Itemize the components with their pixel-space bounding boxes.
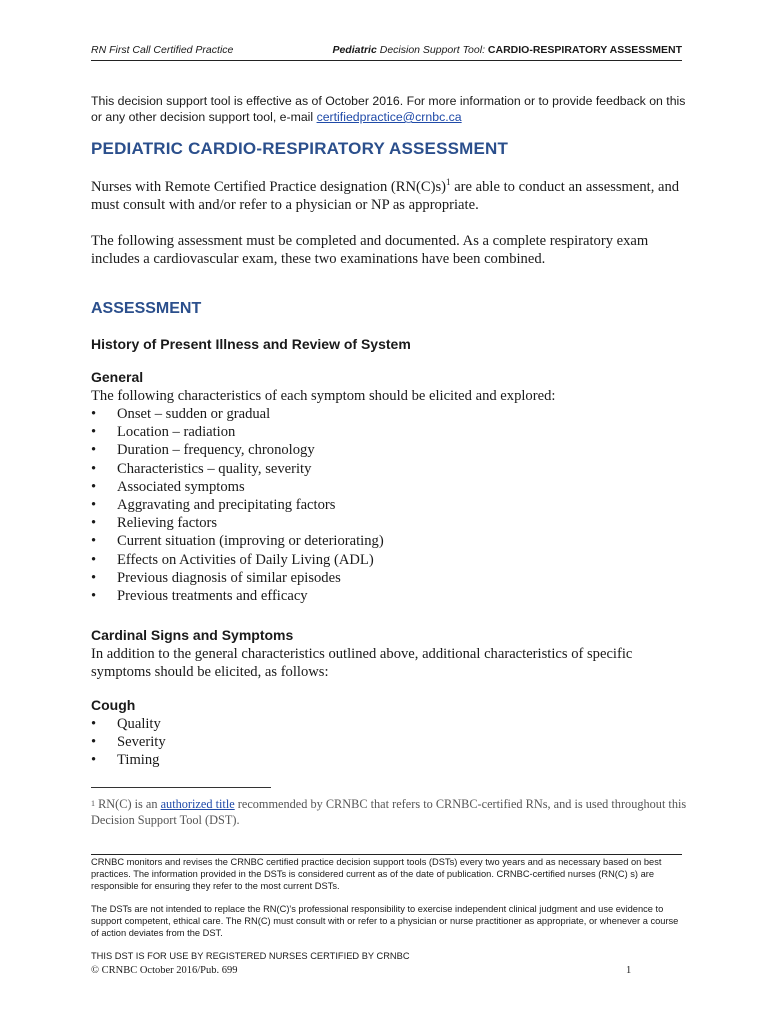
cardinal-signs-heading: Cardinal Signs and Symptoms — [91, 627, 294, 643]
page-title: PEDIATRIC CARDIO-RESPIRATORY ASSESSMENT — [91, 139, 509, 158]
bullet: • — [91, 533, 97, 550]
bullet: • — [91, 734, 97, 751]
header-dst-label: Decision Support Tool: — [376, 44, 488, 56]
general-characteristics-list — [91, 405, 691, 605]
header-pediatric: Pediatric — [332, 44, 377, 56]
footnote — [91, 796, 691, 828]
header-rule — [91, 60, 682, 61]
cough-heading: Cough — [91, 697, 136, 713]
authorized-title-link[interactable]: authorized title — [160, 797, 235, 811]
footnote-ref: 1 — [446, 177, 451, 188]
list-item-text: Quality — [117, 716, 161, 732]
header-left-text: RN First Call Certified Practice — [91, 44, 234, 56]
general-intro: The following characteristics of each symptom should be elicited and explored: — [91, 388, 556, 404]
page-number: 1 — [626, 965, 632, 976]
bullet: • — [91, 460, 97, 477]
list-item — [91, 587, 691, 605]
hpi-heading: History of Present Illness and Review of System — [91, 336, 411, 352]
list-item — [91, 405, 691, 423]
list-item-text: Effects on Activities of Daily Living (ADL) — [117, 551, 374, 568]
footer-rule — [91, 854, 682, 855]
copyright: © CRNBC October 2016/Pub. 699 — [91, 965, 238, 976]
list-item — [91, 460, 691, 478]
list-item-text: Previous diagnosis of similar episodes — [117, 569, 341, 586]
list-item — [91, 569, 691, 587]
list-item-text: Associated symptoms — [117, 478, 245, 495]
list-item-text: Aggravating and precipitating factors — [117, 497, 336, 514]
list-item — [91, 441, 691, 459]
assessment-requirement-paragraph: The following assessment must be completed and documented. As a complete respiratory exam includes a cardiovascular exam, these two examinations have been combined. — [91, 233, 649, 267]
footer-usage-notice: THIS DST IS FOR USE BY REGISTERED NURSES CERTIFIED BY CRNBC — [91, 951, 410, 961]
bullet: • — [91, 497, 97, 514]
assessment-heading: ASSESSMENT — [91, 300, 202, 317]
running-header — [91, 44, 682, 59]
bullet: • — [91, 515, 97, 532]
bullet: • — [91, 406, 97, 422]
list-item — [91, 551, 691, 569]
list-item-text: Characteristics – quality, severity — [117, 460, 312, 477]
feedback-email-link[interactable]: certifiedpractice@crnbc.ca — [316, 110, 462, 124]
list-item — [91, 715, 691, 733]
bullet: • — [91, 424, 97, 441]
footer-revision-notice: CRNBC monitors and revises the CRNBC certified practice decision support tools (DSTs) every two years and as necessary based on best practices. The information provided in the DSTs is considered current as of the date of publication. CRNBC-certified nurses (RN(C) s) are responsible for ensuring they refer to the most current DSTs. — [91, 857, 662, 891]
header-topic: CARDIO-RESPIRATORY ASSESSMENT — [487, 44, 682, 56]
bullet: • — [91, 588, 97, 605]
intro-text: This decision support tool is effective as of October 2016. For more information or to provide feedback on this or any other decision support tool, e-mail — [91, 94, 686, 124]
list-item — [91, 532, 691, 550]
list-item — [91, 514, 691, 532]
bullet: • — [91, 716, 97, 732]
bullet: • — [91, 442, 97, 459]
list-item — [91, 496, 691, 514]
list-item-text: Relieving factors — [117, 515, 218, 532]
cough-list — [91, 715, 691, 770]
list-item-text: Onset – sudden or gradual — [117, 406, 271, 422]
designation-paragraph — [91, 178, 691, 214]
list-item-text: Severity — [117, 734, 166, 751]
intro-paragraph — [91, 93, 691, 125]
list-item-text: Current situation (improving or deteriorating) — [117, 533, 384, 550]
bullet: • — [91, 752, 97, 769]
list-item — [91, 423, 691, 441]
footnote-separator — [91, 787, 271, 788]
list-item-text: Previous treatments and efficacy — [117, 588, 308, 605]
header-right-text — [332, 44, 682, 56]
bullet: • — [91, 551, 97, 568]
list-item — [91, 751, 691, 769]
bullet: • — [91, 569, 97, 586]
list-item-text: Location – radiation — [117, 424, 236, 441]
footer-judgment-notice: The DSTs are not intended to replace the RN(C)'s professional responsibility to exercise independent clinical judgment and use evidence to support competent, ethical care. The RN(C) must consult with or refer to a physician or nurse practitioner as appropriate, or whenever a course of action deviates from the DST. — [91, 904, 679, 938]
list-item-text: Duration – frequency, chronology — [117, 442, 315, 459]
designation-text-end: are able to conduct an assessment, and must consult with and/or refer to a physician or NP as appropriate. — [91, 179, 680, 213]
designation-text: Nurses with Remote Certified Practice designation (RN(C)s) — [91, 179, 447, 195]
footnote-number: 1 — [91, 799, 95, 808]
bullet: • — [91, 478, 97, 495]
list-item-text: Timing — [117, 752, 160, 769]
footnote-text-end: recommended by CRNBC that refers to CRNBC-certified RNs, and is used throughout this Decision Support Tool (DST). — [91, 797, 687, 827]
list-item — [91, 733, 691, 751]
list-item — [91, 478, 691, 496]
footnote-text: RN(C) is an — [95, 797, 161, 811]
cardinal-signs-text: In addition to the general characteristics outlined above, additional characteristics of specific symptoms should be elicited, as follows: — [91, 646, 633, 680]
general-heading: General — [91, 369, 144, 385]
